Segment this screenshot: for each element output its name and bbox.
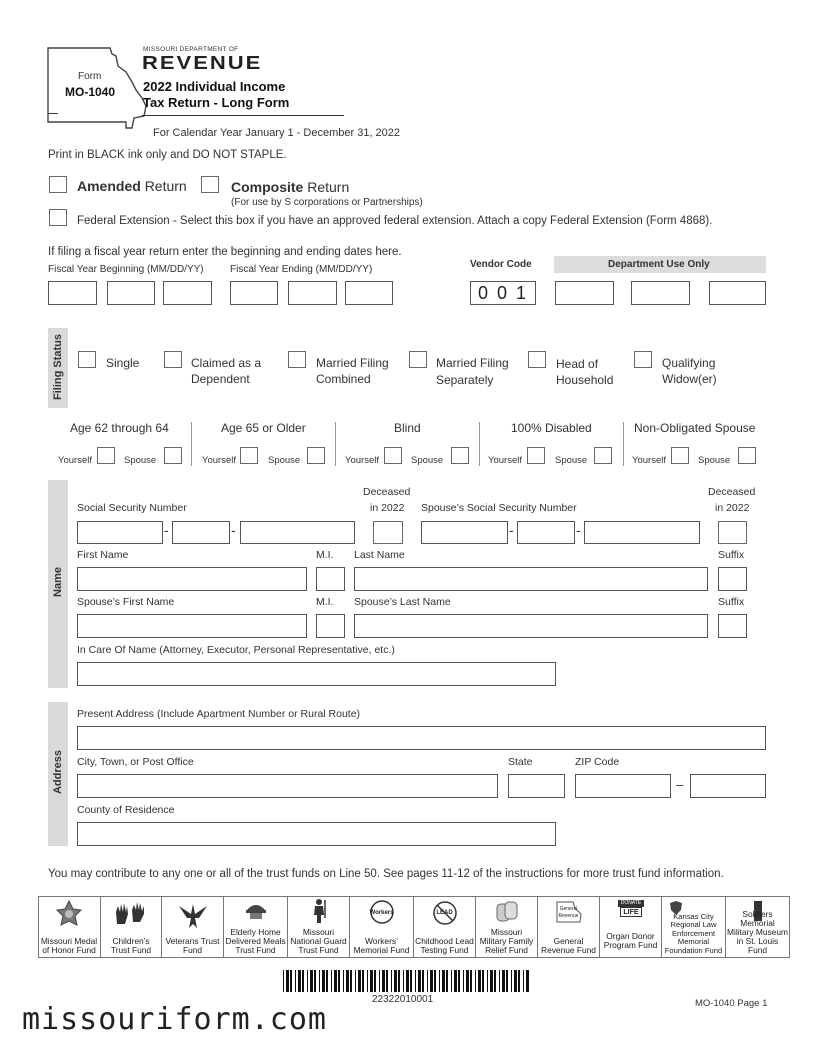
barcode-bar [403, 970, 404, 992]
present-address-input[interactable] [77, 726, 766, 750]
donate-life-icon-life: LIFE [620, 907, 642, 917]
barcode-bar [343, 970, 344, 992]
barcode-bar [314, 970, 316, 992]
barcode-bar [379, 970, 380, 992]
fund-name-national-guard: Missouri National Guard Trust Fund [290, 927, 347, 955]
barcode-bar [482, 970, 484, 992]
meal-icon [244, 898, 268, 920]
fund-name-lead-testing: Childhood Lead Testing Fund [415, 936, 474, 955]
federal-extension-checkbox[interactable] [49, 209, 67, 226]
donate-life-icon-donate: DONATE [618, 900, 644, 907]
federal-extension-text: Federal Extension - Select this box if you have an approved federal extension. Attach a copy Federal Extension (Form 4868). [77, 215, 713, 227]
spouse-ssn-label: Spouse’s Social Security Number [421, 502, 577, 514]
barcode-bar [374, 970, 376, 992]
barcode-graphic [283, 970, 531, 992]
barcode-bar [475, 970, 476, 992]
form-title-line1: 2022 Individual Income [143, 79, 286, 94]
disabled-yourself-checkbox[interactable] [527, 447, 545, 464]
deceased-checkbox[interactable] [373, 521, 403, 544]
last-name-label: Last Name [354, 549, 405, 561]
age-divider-2 [335, 422, 336, 466]
barcode-bar [418, 970, 421, 992]
fund-name-general-revenue: General Revenue Fund [541, 936, 596, 955]
vendor-code-label: Vendor Code [470, 259, 532, 270]
barcode-bar [506, 970, 508, 992]
county-label: County of Residence [77, 804, 175, 816]
fiscal-beginning-label: Fiscal Year Beginning (MM/DD/YY) [48, 264, 204, 275]
barcode-bar [487, 970, 488, 992]
state-input[interactable] [508, 774, 565, 798]
barcode-bar [310, 970, 313, 992]
fiscal-end-dd-input[interactable] [288, 281, 337, 305]
barcode-bar [382, 970, 385, 992]
vendor-code-value: 0 0 1 [478, 283, 529, 303]
barcode-bar [458, 970, 460, 992]
trust-fund-childrens [101, 896, 162, 958]
filing-dependent-label-1: Claimed as a [191, 356, 262, 370]
ssn-label: Social Security Number [77, 502, 187, 514]
form-number: MO-1040 [65, 85, 116, 99]
age65-spouse-label: Spouse [268, 455, 301, 466]
disabled-spouse-label: Spouse [555, 455, 588, 466]
barcode-bar [478, 970, 481, 992]
fiscal-intro: If filing a fiscal year return enter the beginning and ending dates here. [48, 246, 402, 258]
blind-header: Blind [394, 421, 421, 435]
amended-return-checkbox[interactable] [49, 176, 67, 193]
trust-fund-kc-law-enforcement [662, 896, 726, 958]
barcode-bar [434, 970, 436, 992]
address-side-bar [48, 702, 68, 846]
age62-spouse-checkbox[interactable] [164, 447, 182, 464]
barcode-bar [427, 970, 428, 992]
barcode-bar [442, 970, 445, 992]
barcode-bar [307, 970, 308, 992]
fiscal-end-yy-input[interactable] [345, 281, 393, 305]
dept-use-box-2 [631, 281, 690, 305]
mi-label: M.I. [316, 549, 334, 561]
composite-bold: Composite [231, 179, 304, 195]
spouse-ssn-part2-input[interactable] [517, 521, 575, 544]
nonob-yourself-checkbox[interactable] [671, 447, 689, 464]
last-name-input[interactable] [354, 567, 708, 591]
fiscal-begin-yy-input[interactable] [163, 281, 212, 305]
filing-combined-label-2: Combined [316, 372, 371, 386]
deceased-label-2: Deceased [708, 486, 756, 498]
zip-dash: – [676, 777, 684, 792]
barcode-bar [319, 970, 320, 992]
fiscal-end-mm-input[interactable] [230, 281, 278, 305]
fund-name-medal-of-honor: Missouri Medal of Honor Fund [40, 936, 98, 955]
filing-combined-label-1: Married Filing [316, 356, 389, 370]
trust-fund-general-revenue [538, 896, 600, 958]
barcode-bar [470, 970, 472, 992]
revenue-logo: REVENUE [142, 52, 263, 74]
filing-head-label-2: Household [556, 373, 614, 387]
filing-widow-label-1: Qualifying [662, 356, 716, 370]
spouse-ssn-part1-input[interactable] [421, 521, 508, 544]
fund-name-elderly-meals: Elderly Home Delivered Meals Trust Fund [225, 927, 286, 955]
first-name-input[interactable] [77, 567, 307, 591]
age62-yourself-checkbox[interactable] [97, 447, 115, 464]
barcode-bar [446, 970, 448, 992]
barcode-bar [334, 970, 337, 992]
general-icon-text: General [559, 906, 578, 912]
barcode-bar [430, 970, 433, 992]
disabled-yourself-label: Yourself [488, 455, 522, 466]
barcode-bar [394, 970, 397, 992]
revenue-icon-text: Revenue [558, 913, 579, 919]
spouse-mi-input[interactable] [316, 614, 345, 638]
age-divider-3 [479, 422, 480, 466]
fund-name-kc-law-enforcement: Kansas City Regional Law Enforcement Memorial Foundation Fund [664, 911, 723, 955]
amended-rest: Return [144, 178, 187, 194]
barcode-bar [322, 970, 325, 992]
trust-fund-military-family [476, 896, 538, 958]
dept-use-label: Department Use Only [608, 259, 710, 270]
barcode-bar [526, 970, 529, 992]
barcode-bar [490, 970, 493, 992]
barcode-bar [410, 970, 412, 992]
deceased-label-1: Deceased [363, 486, 411, 498]
barcode-bar [514, 970, 517, 992]
barcode-bar [463, 970, 464, 992]
age65-spouse-checkbox[interactable] [307, 447, 325, 464]
barcode-bar [286, 970, 289, 992]
amended-return-label [77, 178, 187, 194]
nonob-spouse-label: Spouse [698, 455, 731, 466]
trust-fund-national-guard [288, 896, 350, 958]
barcode-bar [422, 970, 424, 992]
deceased-year-2: in 2022 [715, 502, 750, 514]
disabled-header: 100% Disabled [511, 421, 592, 435]
spouse-deceased-checkbox[interactable] [718, 521, 747, 544]
filing-head-of-household-checkbox[interactable] [528, 351, 546, 368]
fiscal-ending-label: Fiscal Year Ending (MM/DD/YY) [230, 264, 373, 275]
trust-fund-lead-testing [414, 896, 476, 958]
age-65-header: Age 65 or Older [221, 421, 306, 435]
blind-yourself-checkbox[interactable] [384, 447, 402, 464]
barcode-bar [523, 970, 524, 992]
deceased-year-1: in 2022 [370, 502, 405, 514]
barcode-bar [302, 970, 304, 992]
state-label: State [508, 756, 533, 768]
workers-icon-text: Workers [369, 910, 394, 916]
watermark-text: missouriform.com [22, 1002, 327, 1037]
trust-fund-medal-of-honor [38, 896, 101, 958]
ssn-dash-1: - [164, 522, 169, 538]
form-word: Form [78, 71, 102, 82]
barcode-bar [290, 970, 292, 992]
eagle-icon [177, 900, 209, 930]
spouse-ssn-dash-1: - [509, 522, 514, 538]
barcode-bar [499, 970, 500, 992]
age62-spouse-label: Spouse [124, 455, 157, 466]
lead-icon-text: LEAD [436, 910, 453, 916]
barcode-bar [386, 970, 388, 992]
medal-icon [56, 900, 82, 930]
ssn-dash-2: - [231, 522, 236, 538]
zip-plus4-input[interactable] [690, 774, 766, 798]
fund-name-childrens: Children’s Trust Fund [110, 936, 152, 955]
age62-yourself-label: Yourself [58, 455, 92, 466]
barcode-bar [338, 970, 340, 992]
barcode-bar [466, 970, 469, 992]
spouse-last-name-label: Spouse’s Last Name [354, 596, 451, 608]
barcode-bar [362, 970, 364, 992]
filing-head-label-1: Head of [556, 357, 599, 371]
dept-top-text: MISSOURI DEPARTMENT OF [143, 46, 239, 53]
filing-status-side-label: Filing Status [52, 334, 64, 400]
zip-input[interactable] [575, 774, 671, 798]
first-name-label: First Name [77, 549, 129, 561]
fiscal-begin-mm-input[interactable] [48, 281, 97, 305]
barcode-bar [331, 970, 332, 992]
barcode-bar [415, 970, 416, 992]
dogtag-icon [493, 900, 521, 924]
filing-dependent-checkbox[interactable] [164, 351, 182, 368]
filing-separately-label-1: Married Filing [436, 356, 509, 370]
barcode-bar [454, 970, 457, 992]
barcode-bar [398, 970, 400, 992]
care-of-input[interactable] [77, 662, 556, 686]
spouse-ssn-part3-input[interactable] [584, 521, 700, 544]
blind-spouse-label: Spouse [411, 455, 444, 466]
present-address-label: Present Address (Include Apartment Number or Rural Route) [77, 708, 361, 720]
dept-use-box-3 [709, 281, 766, 305]
ink-instruction: Print in BLACK ink only and DO NOT STAPLE. [48, 149, 287, 161]
barcode-bar [346, 970, 349, 992]
barcode-bar [370, 970, 373, 992]
barcode-bar [511, 970, 512, 992]
trust-fund-veterans [162, 896, 224, 958]
nonob-spouse-checkbox[interactable] [738, 447, 756, 464]
spouse-last-name-input[interactable] [354, 614, 708, 638]
fund-name-military-family: Missouri Military Family Relief Fund [479, 927, 534, 955]
age65-yourself-checkbox[interactable] [240, 447, 258, 464]
ssn-part2-input[interactable] [172, 521, 230, 544]
hands-icon [113, 900, 149, 926]
trust-fund-organ-donor [600, 896, 662, 958]
barcode-bar [494, 970, 496, 992]
fund-name-workers-memorial: Workers’ Memorial Fund [353, 936, 410, 955]
barcode-bar [326, 970, 328, 992]
filing-single-checkbox[interactable] [78, 351, 96, 368]
barcode-number: 22322010001 [372, 994, 434, 1005]
trust-fund-workers-memorial [350, 896, 414, 958]
soldier-icon [309, 898, 329, 924]
underline-rule [48, 113, 58, 114]
zip-label: ZIP Code [575, 756, 620, 768]
blind-spouse-checkbox[interactable] [451, 447, 469, 464]
name-side-bar [48, 480, 68, 688]
fund-name-veterans: Veterans Trust Fund [165, 936, 220, 955]
spouse-first-name-input[interactable] [77, 614, 307, 638]
spouse-mi-label: M.I. [316, 596, 334, 608]
filing-separately-checkbox[interactable] [409, 351, 427, 368]
ssn-part3-input[interactable] [240, 521, 355, 544]
spouse-ssn-dash-2: - [576, 522, 581, 538]
fund-name-organ-donor: Organ Donor Program Fund [603, 931, 658, 950]
filing-combined-checkbox[interactable] [288, 351, 306, 368]
dept-use-box-1 [555, 281, 614, 305]
spouse-first-name-label: Spouse’s First Name [77, 596, 175, 608]
age-divider-1 [191, 422, 192, 466]
city-label: City, Town, or Post Office [77, 756, 194, 768]
barcode-bar [283, 970, 284, 992]
composite-return-checkbox[interactable] [201, 176, 219, 193]
filing-dependent-label-2: Dependent [191, 372, 250, 386]
disabled-spouse-checkbox[interactable] [594, 447, 612, 464]
spouse-suffix-label: Suffix [718, 596, 745, 608]
barcode-bar [451, 970, 452, 992]
filing-widow-label-2: Widow(er) [662, 372, 717, 386]
barcode-bar [518, 970, 520, 992]
barcode-bar [439, 970, 440, 992]
barcode-bar [391, 970, 392, 992]
calendar-year-text: For Calendar Year January 1 - December 31, 2022 [153, 127, 401, 139]
page-label: MO-1040 Page 1 [695, 998, 768, 1009]
header-rule [142, 115, 344, 116]
composite-return-label [231, 179, 349, 195]
barcode-bar [298, 970, 301, 992]
composite-rest: Return [307, 179, 350, 195]
barcode-bar [406, 970, 409, 992]
trust-fund-elderly-meals [224, 896, 288, 958]
barcode-bar [295, 970, 296, 992]
name-side-label: Name [52, 567, 64, 597]
filing-single-label: Single [106, 356, 140, 370]
fiscal-begin-dd-input[interactable] [107, 281, 155, 305]
age-divider-4 [623, 422, 624, 466]
non-obligated-header: Non-Obligated Spouse [634, 421, 756, 435]
filing-widow-checkbox[interactable] [634, 351, 652, 368]
filing-status-side-bar [48, 328, 68, 408]
barcode-bar [367, 970, 368, 992]
age-62-header: Age 62 through 64 [70, 421, 169, 435]
suffix-input[interactable] [718, 567, 747, 591]
trust-fund-soldiers-memorial [726, 896, 790, 958]
blind-yourself-label: Yourself [345, 455, 379, 466]
form-title-line2: Tax Return - Long Form [143, 95, 290, 110]
filing-separately-label-2: Separately [436, 373, 494, 387]
ssn-part1-input[interactable] [77, 521, 163, 544]
barcode-bar [350, 970, 352, 992]
barcode-bar [502, 970, 505, 992]
barcode-bar [358, 970, 361, 992]
city-input[interactable] [77, 774, 498, 798]
care-of-label: In Care Of Name (Attorney, Executor, Personal Representative, etc.) [77, 644, 395, 656]
spouse-suffix-input[interactable] [718, 614, 747, 638]
donate-life-icon [618, 900, 644, 920]
trust-fund-intro: You may contribute to any one or all of the trust funds on Line 50. See pages 11-12 of the instructions for more trust fund information. [48, 868, 724, 880]
county-input[interactable] [77, 822, 556, 846]
mi-input[interactable] [316, 567, 345, 591]
suffix-label: Suffix [718, 549, 745, 561]
fund-name-soldiers-memorial: Soldiers Memorial Military Museum in St. Louis Fund [727, 909, 788, 955]
address-side-label: Address [52, 749, 64, 795]
age65-yourself-label: Yourself [202, 455, 236, 466]
nonob-yourself-label: Yourself [632, 455, 666, 466]
amended-bold: Amended [77, 178, 141, 194]
barcode-bar [355, 970, 356, 992]
composite-note: (For use by S corporations or Partnerships) [231, 197, 423, 208]
